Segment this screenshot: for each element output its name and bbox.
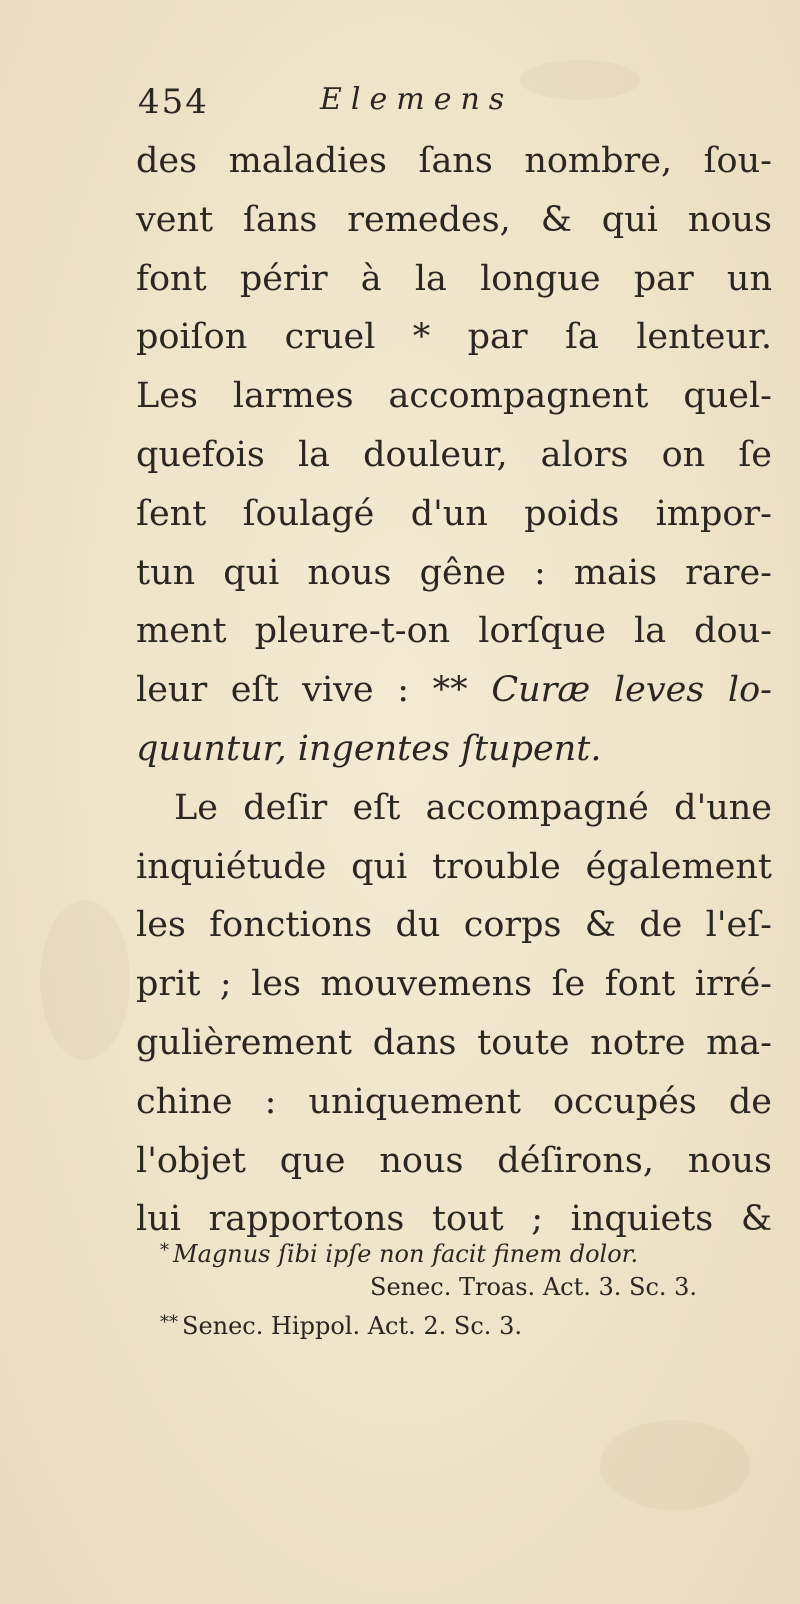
text-line: ment pleure-t-on lorſque la dou- [136, 611, 772, 652]
footnote-1-reference: Senec. Troas. Act. 3. Sc. 3. [370, 1273, 698, 1301]
footnote-reference: Senec. Hippol. Act. 2. Sc. 3. [182, 1312, 522, 1340]
paper-stain [40, 900, 130, 1060]
text-line: les fonctions du corps & de l'eſ- [136, 905, 772, 946]
text-line: tun qui nous gêne : mais rare- [136, 552, 772, 593]
footnote-quote: Magnus ſibi ipſe non facit finem dolor. [173, 1240, 639, 1268]
text-line: chine : uniquement occupés de [136, 1081, 772, 1122]
body-text [136, 132, 772, 1249]
latin-quote: Curæ leves lo- [491, 670, 772, 711]
text-line: ſent ſoulagé d'un poids impor- [136, 493, 772, 534]
text-line: Les larmes accompagnent quel- [136, 376, 772, 417]
text-line [136, 661, 772, 720]
footnote-marker: ** [160, 1312, 178, 1333]
footnote-1 [160, 1233, 770, 1269]
page-number: 454 [138, 82, 209, 122]
footnotes [160, 1233, 770, 1341]
text-line: inquiétude qui trouble également [136, 846, 772, 887]
text-line: vent ſans remedes, & qui nous [136, 199, 772, 240]
footnote-2 [160, 1305, 770, 1341]
text-line-paragraph-start: Le deſir eſt accompagné d'une [174, 787, 772, 828]
text-line: poiſon cruel * par ſa lenteur. [136, 317, 772, 358]
footnote-marker: * [160, 1240, 169, 1261]
text-line-roman: leur eſt vive : ** [136, 670, 468, 711]
text-line: l'objet que nous déſirons, nous [136, 1140, 772, 1181]
paper-stain [600, 1420, 750, 1510]
latin-quote-end: quuntur, ingentes ſtupent. [136, 728, 602, 769]
text-line: des maladies ſans nombre, ſou- [136, 141, 772, 181]
text-line: lui rapportons tout ; inquiets & [136, 1199, 772, 1240]
text-line: font périr à la longue par un [136, 258, 772, 299]
text-line [136, 720, 772, 779]
text-line: gulièrement dans toute notre ma- [136, 1022, 772, 1063]
text-line: prit ; les mouvemens ſe font irré- [136, 964, 772, 1005]
text-line: quefois la douleur, alors on ſe [136, 434, 772, 475]
page-header [138, 76, 658, 136]
running-title: Elemens [320, 82, 514, 117]
